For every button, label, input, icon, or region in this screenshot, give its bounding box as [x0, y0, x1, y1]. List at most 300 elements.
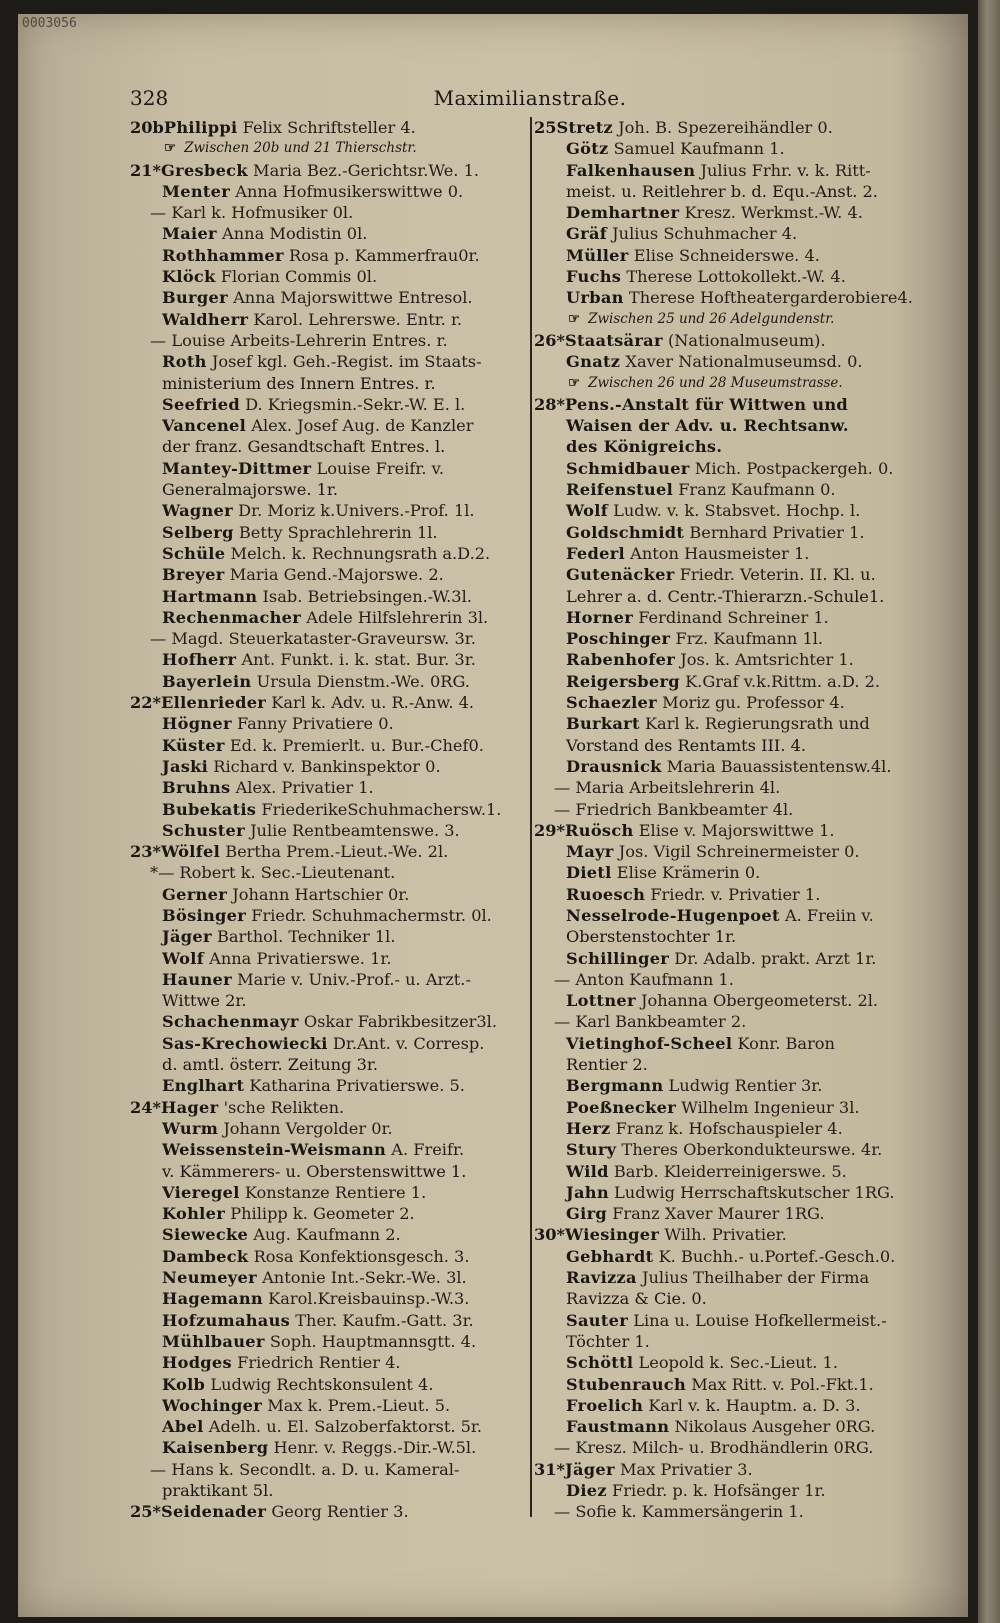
entry-details: — Anton Kaufmann 1. [554, 969, 734, 989]
entry-details: Adelh. u. El. Salzoberfaktorst. 5r. [208, 1417, 483, 1437]
directory-entry [130, 1033, 535, 1054]
resident-name: Goldschmidt [566, 522, 685, 542]
entry-details: Elise Krämerin 0. [616, 863, 761, 883]
resident-name: Ruösch [565, 820, 634, 840]
resident-name: Vieregel [162, 1182, 240, 1202]
entry-continuation [130, 373, 535, 394]
resident-name: Rothhammer [162, 245, 284, 265]
resident-name: Bergmann [566, 1076, 664, 1096]
resident-name: Schüle [162, 543, 226, 563]
entry-details: Therese Lottokollekt.-W. 4. [626, 267, 846, 287]
directory-entry [130, 862, 535, 883]
entry-details: — Karl k. Hofmusiker 0l. [150, 203, 354, 223]
entry-details: Friedr. Schuhmachermstr. 0l. [251, 905, 492, 925]
entry-details: Anna Majorswittwe Entresol. [233, 288, 473, 308]
resident-name: Urban [566, 288, 624, 308]
resident-name: Seefried [162, 394, 240, 414]
resident-name: Schuster [162, 820, 245, 840]
directory-entry [130, 309, 535, 330]
continuation-text: praktikant 5l. [162, 1481, 274, 1500]
entry-details: Konr. Baron [737, 1033, 835, 1053]
directory-entry [534, 1033, 954, 1054]
entry-details: Melch. k. Rechnungsrath a.D.2. [230, 543, 491, 563]
directory-entry [534, 479, 954, 500]
entry-continuation [534, 1054, 954, 1075]
entry-details: Frz. Kaufmann 1l. [675, 629, 824, 649]
resident-name: Weissenstein-Weismann [162, 1140, 387, 1160]
entry-continuation [534, 926, 954, 947]
directory-entry [130, 820, 535, 841]
entry-continuation [534, 1288, 954, 1309]
directory-entry [534, 756, 954, 777]
entry-details: Georg Rentier 3. [271, 1502, 409, 1522]
resident-name: Englhart [162, 1076, 245, 1096]
resident-name: Girg [566, 1204, 608, 1224]
resident-name: Gutenäcker [566, 565, 675, 585]
directory-entry [130, 1374, 535, 1395]
resident-name: Gnatz [566, 352, 621, 372]
entry-details: Alex. Privatier 1. [235, 778, 374, 798]
entry-details: Ludw. v. k. Stabsvet. Hochp. l. [613, 501, 861, 521]
entry-details: Mich. Postpackergeh. 0. [694, 458, 894, 478]
entry-details: (Nationalmuseum). [667, 330, 826, 350]
directory-entry [534, 1480, 954, 1501]
entry-details: Leopold k. Sec.-Lieut. 1. [638, 1353, 838, 1373]
entry-details: Florian Commis 0l. [220, 267, 378, 287]
directory-entry [130, 1075, 535, 1096]
house-number: 25* [130, 1502, 161, 1522]
directory-entry [130, 117, 535, 138]
continuation-text: Lehrer a. d. Centr.-Thierarzn.-Schule1. [566, 586, 885, 606]
resident-name: Vancenel [162, 416, 247, 436]
entry-details: Max Ritt. v. Pol.-Fkt.1. [691, 1374, 874, 1394]
directory-entry [130, 1437, 535, 1458]
entry-details: Karol.Kreisbauinsp.-W.3. [268, 1289, 470, 1309]
entry-details: FriederikeSchuhmachersw.1. [261, 799, 502, 819]
directory-entry [130, 1352, 535, 1373]
entry-details: Wilh. Privatier. [664, 1225, 787, 1245]
directory-entry [130, 1224, 535, 1245]
entry-continuation [534, 181, 954, 202]
directory-entry [130, 671, 535, 692]
entry-details: Maria Bauassistentensw.4l. [666, 756, 892, 776]
resident-name: Menter [162, 181, 231, 201]
directory-entry [534, 522, 954, 543]
entry-details: — Karl Bankbeamter 2. [554, 1012, 747, 1032]
entry-continuation [130, 1054, 535, 1075]
entry-details: Karl k. Adv. u. R.-Anw. 4. [271, 693, 475, 713]
resident-name: Jäger [162, 927, 212, 947]
resident-name: Gresbeck [161, 160, 248, 180]
directory-page [18, 14, 968, 1617]
entry-details: Antonie Int.-Sekr.-We. 3l. [262, 1268, 467, 1288]
entry-continuation [534, 586, 954, 607]
resident-name: Mühlbauer [162, 1331, 265, 1351]
directory-entry [534, 1416, 954, 1437]
directory-entry [130, 543, 535, 564]
directory-entry [130, 287, 535, 308]
resident-name: Pens.-Anstalt für Wittwen und [565, 394, 849, 414]
directory-entry [534, 905, 954, 926]
resident-name: Wild [566, 1161, 609, 1181]
entry-details: Xaver Nationalmuseumsd. 0. [625, 352, 863, 372]
entry-details: — Kresz. Milch- u. Brodhändlerin 0RG. [554, 1438, 874, 1458]
directory-entry [130, 692, 535, 713]
entry-details: — Maria Arbeitslehrerin 4l. [554, 778, 781, 798]
cross-street-note [130, 138, 535, 159]
continuation-text: meist. u. Reitlehrer b. d. Equ.-Anst. 2. [566, 181, 878, 201]
directory-entry [130, 500, 535, 521]
resident-name: Götz [566, 139, 609, 159]
resident-name: Bösinger [162, 905, 247, 925]
directory-entry [534, 628, 954, 649]
house-number: 23* [130, 842, 161, 862]
directory-entry [534, 223, 954, 244]
note-text: Zwischen 20b und 21 Thierschstr. [184, 140, 417, 157]
directory-entry [130, 458, 535, 479]
entry-details: Julie Rentbeamtenswe. 3. [250, 820, 460, 840]
directory-entry [534, 820, 954, 841]
entry-details: — Magd. Steuerkataster-Graveursw. 3r. [150, 629, 476, 649]
entry-details: Richard v. Bankinspektor 0. [213, 756, 441, 776]
directory-entry [130, 1246, 535, 1267]
directory-entry [534, 415, 954, 436]
directory-entry [130, 1331, 535, 1352]
entry-details: Max k. Prem.-Lieut. 5. [267, 1395, 451, 1415]
entry-details: Fanny Privatiere 0. [236, 714, 394, 734]
directory-entry [130, 1182, 535, 1203]
entry-details: 'sche Relikten. [223, 1097, 345, 1117]
resident-name: Kolb [162, 1374, 206, 1394]
resident-name: Küster [162, 735, 225, 755]
resident-name: Gräf [566, 224, 608, 244]
resident-name: Poeßnecker [566, 1097, 677, 1117]
directory-entry [130, 841, 535, 862]
house-number: 31* [534, 1459, 565, 1479]
house-number: 30* [534, 1225, 565, 1245]
entry-details: Moriz gu. Professor 4. [662, 693, 845, 713]
entry-details: Bernhard Privatier 1. [689, 522, 865, 542]
directory-entry [130, 948, 535, 969]
note-text: Zwischen 26 und 28 Museumstrasse. [588, 374, 843, 391]
continuation-text: v. Kämmerers- u. Oberstenswittwe 1. [162, 1161, 467, 1181]
entry-details: Franz k. Hofschauspieler 4. [615, 1118, 843, 1138]
resident-name: Neumeyer [162, 1268, 257, 1288]
page-header [130, 86, 930, 114]
continuation-text: Oberstenstochter 1r. [566, 927, 737, 947]
note-text: Zwischen 25 und 26 Adelgundenstr. [588, 310, 835, 327]
resident-name: Wolf [162, 948, 204, 968]
resident-name: Wurm [162, 1118, 219, 1138]
column-divider [530, 117, 532, 1517]
resident-name: Klöck [162, 267, 216, 287]
directory-entry [534, 117, 954, 138]
resident-name: Mantey-Dittmer [162, 458, 312, 478]
resident-name: Wolf [566, 501, 608, 521]
resident-name: Gebhardt [566, 1246, 654, 1266]
directory-entry [130, 1416, 535, 1437]
entry-continuation [534, 735, 954, 756]
directory-entry [130, 415, 535, 436]
resident-name: Maier [162, 224, 217, 244]
entry-details: Friedr. v. Privatier 1. [650, 884, 821, 904]
entry-details: Dr. Adalb. prakt. Arzt 1r. [674, 948, 877, 968]
directory-entry [534, 969, 954, 990]
entry-details: — Sofie k. Kammersängerin 1. [554, 1502, 804, 1522]
entry-details: Friedr. Veterin. II. Kl. u. [679, 565, 876, 585]
entry-details: Ludwig Herrschaftskutscher 1RG. [614, 1182, 895, 1202]
entry-details: Ludwig Rentier 3r. [668, 1076, 823, 1096]
resident-name: Reigersberg [566, 671, 680, 691]
directory-entry [534, 841, 954, 862]
entry-details: Julius Theilhaber der Firma [642, 1268, 870, 1288]
resident-name: Wagner [162, 501, 233, 521]
entry-details: Max Privatier 3. [619, 1459, 753, 1479]
entry-details: Jos. Vigil Schreinermeister 0. [618, 842, 860, 862]
entry-continuation [130, 479, 535, 500]
directory-entry [130, 586, 535, 607]
cross-street-note [534, 309, 954, 330]
resident-name: Lottner [566, 991, 636, 1011]
directory-entry [130, 1267, 535, 1288]
directory-entry [534, 1161, 954, 1182]
directory-entry [130, 649, 535, 670]
entry-details: K.Graf v.k.Rittm. a.D. 2. [685, 671, 881, 691]
entry-details: Elise v. Majorswittwe 1. [638, 820, 835, 840]
directory-entry [534, 394, 954, 415]
entry-details: — Hans k. Secondlt. a. D. u. Kameral- [150, 1459, 460, 1479]
house-number: 28* [534, 394, 565, 414]
directory-entry [130, 799, 535, 820]
directory-entry [534, 351, 954, 372]
continuation-text: Rentier 2. [566, 1055, 648, 1075]
entry-details: Joh. B. Spezereihändler 0. [618, 118, 833, 137]
resident-name: Schachenmayr [162, 1012, 299, 1032]
resident-name: Jahn [566, 1182, 609, 1202]
continuation-text: der franz. Gesandtschaft Entres. l. [162, 437, 446, 457]
directory-entry [534, 160, 954, 181]
continuation-text: Vorstand des Rentamts III. 4. [566, 735, 807, 755]
entry-details: Friedrich Rentier 4. [237, 1353, 401, 1373]
entry-continuation [130, 1161, 535, 1182]
resident-name: Dietl [566, 863, 612, 883]
resident-name: Ellenrieder [161, 693, 267, 713]
directory-entry [130, 351, 535, 372]
continuation-text: Ravizza & Cie. 0. [566, 1289, 707, 1309]
entry-details: Friedr. p. k. Hofsänger 1r. [612, 1481, 826, 1500]
directory-entry [534, 1075, 954, 1096]
entry-details: Ferdinand Schreiner 1. [638, 607, 829, 627]
directory-entry [534, 1459, 954, 1480]
house-number: 29* [534, 820, 565, 840]
resident-name: Falkenhausen [566, 160, 696, 180]
entry-details: Henr. v. Reggs.-Dir.-W.5l. [273, 1438, 477, 1458]
entry-details: — Friedrich Bankbeamter 4l. [554, 799, 794, 819]
entry-details: Karol. Lehrerswe. Entr. r. [253, 309, 463, 329]
entry-details: Samuel Kaufmann 1. [613, 139, 785, 159]
directory-entry [130, 181, 535, 202]
entry-details: Anna Hofmusikerswittwe 0. [235, 181, 464, 201]
directory-entry [130, 1203, 535, 1224]
house-number: 24* [130, 1097, 161, 1117]
resident-name: Schaezler [566, 693, 657, 713]
resident-name: Seidenader [161, 1502, 267, 1522]
directory-entry [130, 905, 535, 926]
entry-details: — Louise Arbeits-Lehrerin Entres. r. [150, 330, 448, 350]
directory-entry [534, 1139, 954, 1160]
directory-entry [130, 245, 535, 266]
house-number: 25 [534, 118, 557, 137]
resident-name: Schöttl [566, 1353, 634, 1373]
directory-entry [534, 1395, 954, 1416]
resident-name: Bayerlein [162, 671, 252, 691]
entry-details: Rosa Konfektionsgesch. 3. [253, 1246, 470, 1266]
resident-name: Waisen der Adv. u. Rechtsanw. [566, 416, 849, 436]
resident-name: Rabenhofer [566, 650, 676, 670]
resident-name: Horner [566, 607, 634, 627]
entry-details: Franz Xaver Maurer 1RG. [612, 1204, 825, 1224]
right-column [534, 117, 954, 1523]
directory-entry [130, 202, 535, 223]
directory-entry [534, 1310, 954, 1331]
resident-name: Breyer [162, 565, 225, 585]
directory-entry [130, 522, 535, 543]
entry-details: Isab. Betriebsingen.-W.3l. [262, 586, 472, 606]
directory-entry [534, 1203, 954, 1224]
directory-entry [534, 1011, 954, 1032]
directory-entry [130, 1459, 535, 1480]
resident-name: Philippi [163, 118, 238, 137]
resident-name: Ruoesch [566, 884, 646, 904]
resident-name: Selberg [162, 522, 234, 542]
entry-details: Johann Vergolder 0r. [223, 1118, 393, 1138]
directory-entry [130, 884, 535, 905]
entry-details: K. Buchh.- u.Portef.-Gesch.0. [658, 1246, 896, 1266]
adjacent-page-edge [978, 0, 1000, 1623]
entry-details: Lina u. Louise Hofkellermeist.- [633, 1310, 887, 1330]
directory-entry [534, 202, 954, 223]
directory-entry [534, 1097, 954, 1118]
continuation-text: Generalmajorswe. 1r. [162, 480, 339, 500]
resident-name: Schmidbauer [566, 458, 690, 478]
resident-name: Herz [566, 1118, 611, 1138]
directory-entry [534, 543, 954, 564]
continuation-text: Töchter 1. [566, 1331, 650, 1351]
resident-name: Kohler [162, 1204, 226, 1224]
entry-details: Maria Gend.-Majorswe. 2. [229, 565, 444, 585]
resident-name: Hager [161, 1097, 219, 1117]
entry-details: Johann Hartschier 0r. [232, 884, 410, 904]
resident-name: Jaski [162, 756, 209, 776]
pointing-hand-icon: ☞ [164, 140, 177, 157]
entry-details: Alex. Josef Aug. de Kanzler [251, 416, 474, 436]
directory-entry [130, 628, 535, 649]
entry-details: Louise Freifr. v. [316, 458, 444, 478]
entry-details: Philipp k. Geometer 2. [230, 1204, 415, 1224]
entry-details: Felix Schriftsteller 4. [242, 118, 416, 137]
resident-name: Faustmann [566, 1417, 670, 1437]
entry-details: Ed. k. Premierlt. u. Bur.-Chef0. [229, 735, 484, 755]
entry-details: Barthol. Techniker 1l. [216, 927, 396, 947]
entry-continuation [130, 990, 535, 1011]
entry-details: Theres Oberkondukteurswe. 4r. [621, 1140, 883, 1160]
resident-name: Rechenmacher [162, 607, 302, 627]
continuation-text: ministerium des Innern Entres. r. [162, 373, 436, 393]
directory-entry [534, 1246, 954, 1267]
directory-entry [534, 1501, 954, 1522]
directory-entry [130, 926, 535, 947]
directory-entry [130, 330, 535, 351]
resident-name: Poschinger [566, 629, 671, 649]
pointing-hand-icon: ☞ [568, 310, 581, 327]
entry-details: Oskar Fabrikbesitzer3l. [303, 1012, 498, 1032]
directory-entry [534, 1352, 954, 1373]
entry-details: Julius Schuhmacher 4. [612, 224, 798, 244]
directory-entry [534, 330, 954, 351]
resident-name: Reifenstuel [566, 480, 674, 500]
resident-name: Jäger [565, 1459, 615, 1479]
running-title: Maximilianstraße. [433, 86, 627, 110]
resident-name: Waldherr [162, 309, 249, 329]
left-column [130, 117, 535, 1523]
continuation-text: Wittwe 2r. [162, 991, 247, 1011]
scan-mark: 0003056 [22, 16, 77, 31]
directory-entry [534, 862, 954, 883]
entry-details: Konstanze Rentiere 1. [244, 1182, 427, 1202]
directory-entry [130, 1097, 535, 1118]
resident-name: Sas-Krechowiecki [162, 1033, 328, 1053]
directory-entry [534, 799, 954, 820]
entry-details: Soph. Hauptmannsgtt. 4. [269, 1331, 477, 1351]
resident-name: Dambeck [162, 1246, 249, 1266]
directory-entry [130, 160, 535, 181]
directory-entry [534, 948, 954, 969]
entry-details: Katharina Privatierswe. 5. [249, 1076, 465, 1096]
entry-details: Elise Schneiderswe. 4. [633, 245, 820, 265]
entry-details: Anna Modistin 0l. [222, 224, 368, 244]
directory-entry [534, 990, 954, 1011]
resident-name: Froelich [566, 1395, 644, 1415]
resident-name: Ravizza [566, 1268, 637, 1288]
entry-details: Ursula Dienstm.-We. 0RG. [256, 671, 470, 691]
entry-details: Barb. Kleiderreinigerswe. 5. [613, 1161, 847, 1181]
directory-entry [534, 1437, 954, 1458]
entry-details: Anton Hausmeister 1. [630, 543, 810, 563]
entry-details: Maria Bez.-Gerichtsr.We. 1. [253, 160, 480, 180]
entry-details: Josef kgl. Geh.-Regist. im Staats- [211, 352, 482, 372]
directory-entry [534, 713, 954, 734]
resident-name: Hauner [162, 969, 232, 989]
directory-entry [534, 884, 954, 905]
directory-entry [534, 458, 954, 479]
directory-entry [534, 671, 954, 692]
entry-details: Betty Sprachlehrerin 1l. [238, 522, 438, 542]
directory-entry [130, 607, 535, 628]
directory-entry [534, 1182, 954, 1203]
entry-details: Dr. Moriz k.Univers.-Prof. 1l. [238, 501, 475, 521]
entry-details: Johanna Obergeometerst. 2l. [641, 991, 879, 1011]
directory-entry [130, 1288, 535, 1309]
entry-continuation [534, 1331, 954, 1352]
resident-name: Hodges [162, 1353, 232, 1373]
directory-entry [534, 607, 954, 628]
resident-name: Schillinger [566, 948, 670, 968]
resident-name: Demhartner [566, 203, 680, 223]
resident-name: des Königreichs. [566, 437, 723, 457]
resident-name: Hartmann [162, 586, 258, 606]
directory-entry [534, 500, 954, 521]
resident-name: Wölfel [161, 842, 221, 862]
